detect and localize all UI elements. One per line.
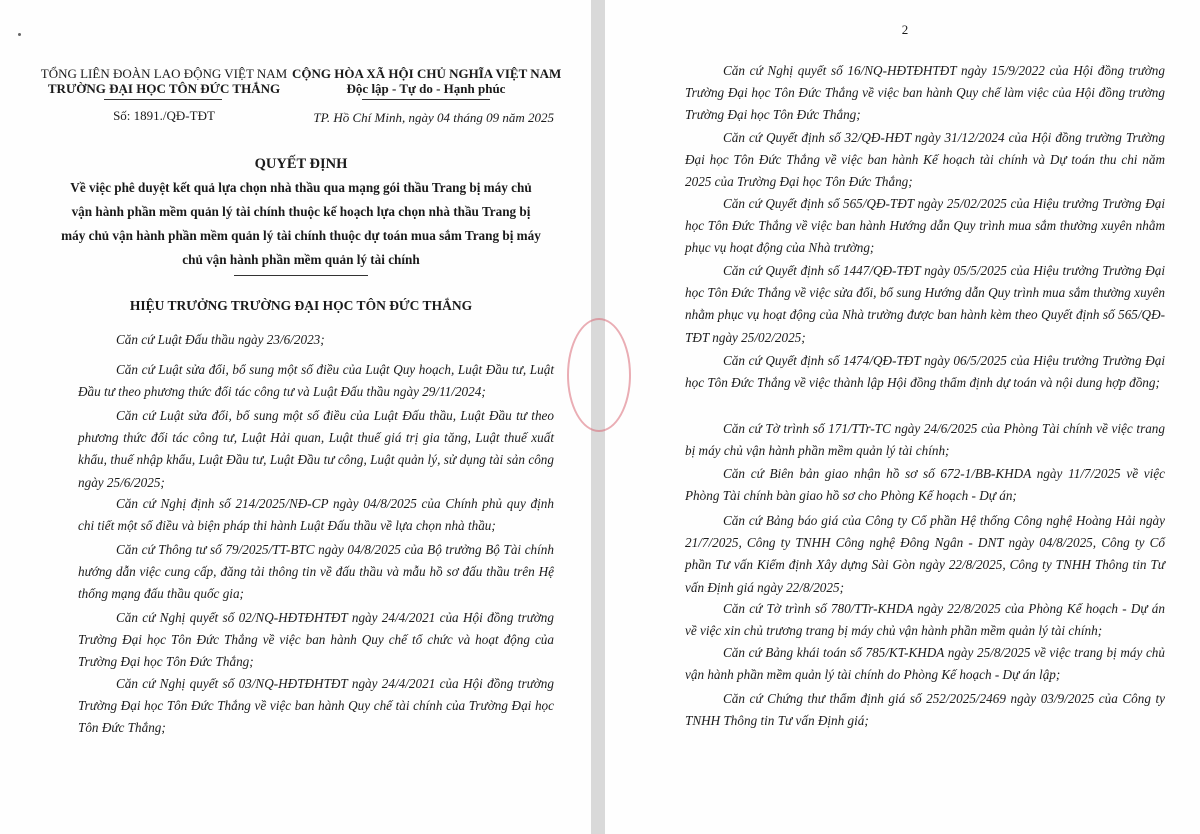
subject-line-2: vận hành phần mềm quản lý tài chính thuộc kế hoạch lựa chọn nhà thầu Trang bị [71, 204, 531, 219]
red-seal-stamp [567, 318, 631, 432]
legal-basis-4: Căn cứ Nghị định số 214/2025/NĐ-CP ngày 04/8/2025 của Chính phủ quy định chi tiết một số điều và biện pháp thi hành Luật Đấu thầu về lựa chọn nhà thầu; [78, 496, 554, 534]
subject-line-1: Về việc phê duyệt kết quả lựa chọn nhà thầu qua mạng gói thầu Trang bị máy chủ [70, 180, 532, 195]
subject-underline [234, 275, 368, 276]
legal-basis-3: Căn cứ Luật sửa đổi, bổ sung một số điều của Luật Đấu thầu, Luật Đầu tư theo phương thức đối tác công tư, Luật Hải quan, Luật thuế giá trị gia tăng, Luật thuế xuất khẩu, thuế nhập khẩu, Luật Đầu tư, Luật Đầu tư công, Luật quản lý, sử dụng tài sản công ngày 25/6/2025; [78, 408, 554, 490]
university-name: TRƯỜNG ĐẠI HỌC TÔN ĐỨC THẮNG [47, 81, 281, 96]
legal-basis-8: Căn cứ Nghị quyết số 16/NQ-HĐTĐHTĐT ngày 15/9/2022 của Hội đồng trường Trường Đại học Tôn Đức Thắng về việc ban hành Quy chế làm việc của Hội đồng trường Trường Đại học Tôn Đức Thắng; [685, 63, 1165, 123]
national-title: CỘNG HÒA XÃ HỘI CHỦ NGHĨA VIỆT NAM [292, 66, 562, 81]
scan-dot [18, 33, 21, 36]
legal-basis-13: Căn cứ Tờ trình số 171/TTr-TC ngày 24/6/2025 của Phòng Tài chính về việc trang bị máy chủ vận hành phần mềm quản lý tài chính; [685, 421, 1165, 459]
legal-basis-2: Căn cứ Luật sửa đổi, bổ sung một số điều của Luật Quy hoạch, Luật Đầu tư, Luật Đầu tư theo phương thức đối tác công tư và Luật Đấu thầu ngày 29/11/2024; [78, 362, 554, 400]
issuing-authority: HIỆU TRƯỞNG TRƯỜNG ĐẠI HỌC TÔN ĐỨC THẮNG [129, 298, 473, 313]
legal-basis-17: Căn cứ Bảng khái toán số 785/KT-KHDA ngày 25/8/2025 về việc trang bị máy chủ vận hành phần mềm quản lý tài chính do Phòng Kế hoạch - Dự án lập; [685, 645, 1165, 683]
subject-line-4: chủ vận hành phần mềm quản lý tài chính [182, 252, 420, 267]
document-page-2 [605, 0, 1200, 834]
header-right-underline [362, 99, 490, 100]
legal-basis-18: Căn cứ Chứng thư thẩm định giá số 252/2025/2469 ngày 03/9/2025 của Công ty TNHH Thông tin Tư vấn Định giá; [685, 691, 1165, 729]
legal-basis-5: Căn cứ Thông tư số 79/2025/TT-BTC ngày 04/8/2025 của Bộ trưởng Bộ Tài chính hướng dẫn việc cung cấp, đăng tải thông tin về đấu thầu và mẫu hồ sơ đấu thầu trên Hệ thống mạng đấu thầu quốc gia; [78, 542, 554, 602]
legal-basis-9: Căn cứ Quyết định số 32/QĐ-HĐT ngày 31/12/2024 của Hội đồng trường Trường Đại học Tôn Đức Thắng về việc ban hành Kế hoạch tài chính và Dự toán thu chi năm 2025 của Trường Đại học Tôn Đức Thắng; [685, 130, 1165, 190]
legal-basis-10: Căn cứ Quyết định số 565/QĐ-TĐT ngày 25/02/2025 của Hiệu trưởng Trường Đại học Tôn Đức Thắng về việc ban hành Hướng dẫn Quy trình mua sắm thường xuyên nhằm phục vụ hoạt động của Nhà trường; [685, 196, 1165, 256]
legal-basis-12: Căn cứ Quyết định số 1474/QĐ-TĐT ngày 06/5/2025 của Hiệu trưởng Trường Đại học Tôn Đức Thắng về việc thành lập Hội đồng thẩm định dự toán và nội dung hợp đồng; [685, 353, 1165, 391]
organization-name: TỔNG LIÊN ĐOÀN LAO ĐỘNG VIỆT NAM [40, 66, 288, 81]
national-motto: Độc lập - Tự do - Hạnh phúc [346, 81, 506, 96]
place-and-date: TP. Hồ Chí Minh, ngày 04 tháng 09 năm 2025 [313, 110, 554, 125]
document-page-1 [0, 0, 591, 834]
legal-basis-16: Căn cứ Tờ trình số 780/TTr-KHDA ngày 22/8/2025 của Phòng Kế hoạch - Dự án về việc xin chủ trương trang bị máy chủ vận hành phần mềm quản lý tài chính; [685, 601, 1165, 639]
document-title: QUYẾT ĐỊNH [254, 156, 348, 172]
legal-basis-1: Căn cứ Luật Đấu thầu ngày 23/6/2023; [116, 332, 325, 347]
document-number: Số: 1891./QĐ-TĐT [113, 108, 215, 123]
legal-basis-7: Căn cứ Nghị quyết số 03/NQ-HĐTĐHTĐT ngày 24/4/2021 của Hội đồng trường Trường Đại học Tôn Đức Thắng về việc ban hành Quy chế tài chính của Trường Đại học Tôn Đức Thắng; [78, 676, 554, 736]
legal-basis-6: Căn cứ Nghị quyết số 02/NQ-HĐTĐHTĐT ngày 24/4/2021 của Hội đồng trường Trường Đại học Tôn Đức Thắng về việc ban hành Quy chế tổ chức và hoạt động của Trường Đại học Tôn Đức Thắng; [78, 610, 554, 670]
header-left-underline [104, 99, 222, 100]
legal-basis-15: Căn cứ Bảng báo giá của Công ty Cổ phần Hệ thống Công nghệ Hoàng Hải ngày 21/7/2025, Công ty TNHH Công nghệ Đông Ngân - DNT ngày 04/8/2025, Công ty Cổ phần Tư vấn Kiểm định Xây dựng Sài Gòn ngày 22/8/2025, Công ty TNHH Thông tin Tư vấn Định giá ngày 22/8/2025; [685, 513, 1165, 595]
subject-line-3: máy chủ vận hành phần mềm quản lý tài chính thuộc dự toán mua sắm Trang bị máy [61, 228, 541, 243]
legal-basis-11: Căn cứ Quyết định số 1447/QĐ-TĐT ngày 05/5/2025 của Hiệu trưởng Trường Đại học Tôn Đức Thắng về việc sửa đổi, bổ sung Hướng dẫn Quy trình mua sắm thường xuyên nhằm phục vụ hoạt động của Nhà trường được ban hành kèm theo Quyết định số 565/QĐ-TĐT ngày 25/02/2025; [685, 263, 1165, 345]
page-number: 2 [901, 22, 909, 37]
legal-basis-14: Căn cứ Biên bản giao nhận hồ sơ số 672-1/BB-KHDA ngày 11/7/2025 về việc Phòng Tài chính bàn giao hồ sơ cho Phòng Kế hoạch - Dự án; [685, 466, 1165, 504]
